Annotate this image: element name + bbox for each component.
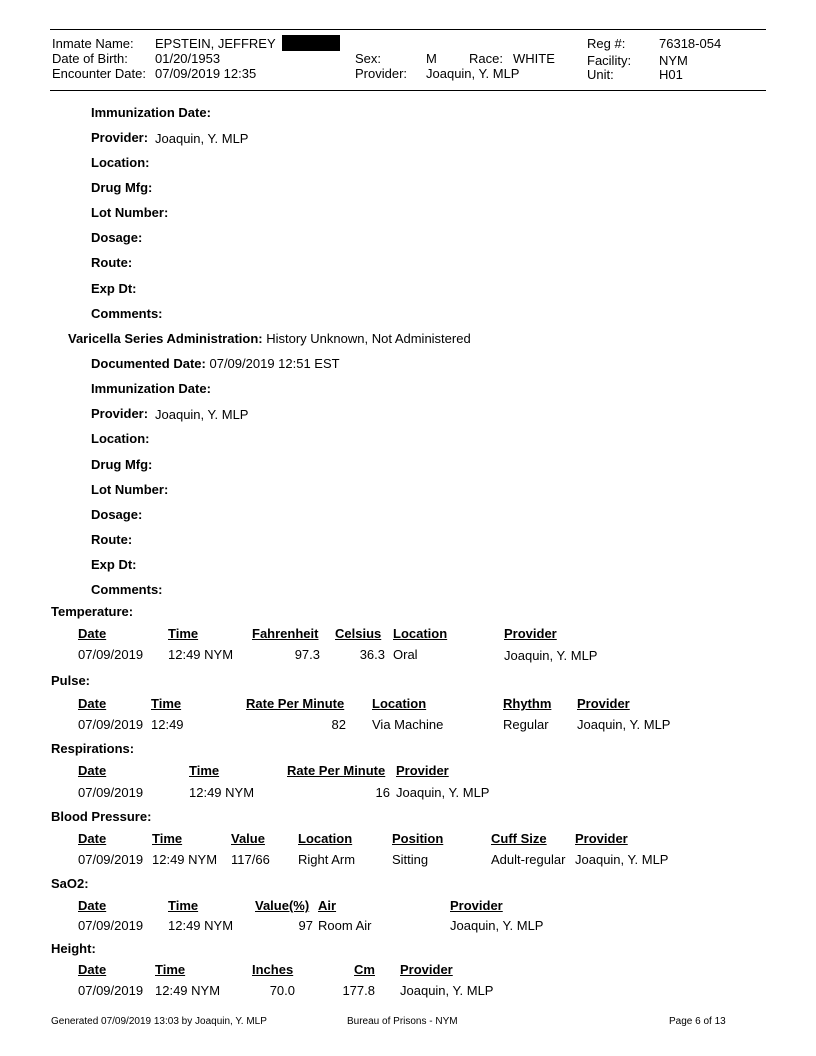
bp-header-date: Date [78,831,107,846]
sex-value: M [426,51,437,66]
varicella-title-value: History Unknown, Not Administered [266,331,471,346]
drug-mfg-label: Drug Mfg: [91,180,153,195]
varicella-series-line [68,331,471,346]
documented-date-line [91,356,340,371]
facility-value: NYM [659,53,688,68]
temp-header-fahrenheit: Fahrenheit [252,626,319,641]
bp-header-position: Position [392,831,444,846]
provider-value: Joaquin, Y. MLP [426,66,520,81]
resp-time: 12:49 NYM [189,785,255,800]
temp-provider: Joaquin, Y. MLP [504,648,598,663]
height-provider: Joaquin, Y. MLP [400,983,494,998]
temperature-title: Temperature: [51,604,134,619]
provider-field-value: Joaquin, Y. MLP [155,131,249,146]
unit-label: Unit: [587,67,614,82]
pulse-rhythm: Regular [503,717,549,732]
respirations-title: Respirations: [51,741,135,756]
inmate-name-label: Inmate Name: [52,36,134,51]
varicella-immunization-date-label: Immunization Date: [91,381,211,396]
pulse-header-date: Date [78,696,107,711]
temp-time: 12:49 NYM [168,647,234,662]
bp-cuff-size: Adult-regular [491,852,566,867]
bp-value: 117/66 [231,852,270,867]
bp-header-provider: Provider [575,831,628,846]
unit-value: H01 [659,67,683,82]
resp-header-date: Date [78,763,107,778]
reg-label: Reg #: [587,36,626,51]
sao2-header-date: Date [78,898,107,913]
dosage-label: Dosage: [91,230,143,245]
temp-header-date: Date [78,626,107,641]
sao2-header-provider: Provider [450,898,503,913]
bp-location: Right Arm [298,852,356,867]
comments-label: Comments: [91,306,163,321]
route-label: Route: [91,255,133,270]
pulse-title: Pulse: [51,673,91,688]
sao2-date: 07/09/2019 [78,918,144,933]
bp-header-time: Time [152,831,183,846]
temp-header-location: Location [393,626,448,641]
height-time: 12:49 NYM [155,983,221,998]
varicella-comments-label: Comments: [91,582,163,597]
sao2-title: SaO2: [51,876,89,891]
varicella-provider-label: Provider: [91,406,149,421]
sao2-header-air: Air [318,898,337,913]
varicella-location-label: Location: [91,431,150,446]
sao2-time: 12:49 NYM [168,918,234,933]
bp-provider: Joaquin, Y. MLP [575,852,669,867]
height-cm: 177.8 [342,983,375,998]
pulse-header-rhythm: Rhythm [503,696,552,711]
varicella-drug-mfg-label: Drug Mfg: [91,457,153,472]
height-header-cm: Cm [354,962,375,977]
provider-label: Provider: [355,66,408,81]
pulse-location: Via Machine [372,717,444,732]
sao2-header-value: Value(%) [255,898,310,913]
resp-header-rate: Rate Per Minute [287,763,386,778]
varicella-title-label: Varicella Series Administration: [68,331,263,346]
race-value: WHITE [513,51,555,66]
sao2-value: 97 [298,918,313,933]
header-bottom-rule [50,90,766,91]
footer-page: Page 6 of 13 [669,1016,726,1027]
sao2-provider: Joaquin, Y. MLP [450,918,544,933]
location-field-label: Location: [91,155,150,170]
height-title: Height: [51,941,96,956]
temp-location: Oral [393,647,418,662]
footer-generated: Generated 07/09/2019 13:03 by Joaquin, Y. MLP [51,1016,267,1027]
pulse-provider: Joaquin, Y. MLP [577,717,671,732]
resp-header-provider: Provider [396,763,449,778]
sex-label: Sex: [355,51,382,66]
height-header-date: Date [78,962,107,977]
varicella-exp-dt-label: Exp Dt: [91,557,137,572]
sao2-air: Room Air [318,918,372,933]
bp-time: 12:49 NYM [152,852,218,867]
resp-rate: 16 [375,785,390,800]
height-header-time: Time [155,962,186,977]
varicella-dosage-label: Dosage: [91,507,143,522]
encounter-label: Encounter Date: [52,66,146,81]
pulse-date: 07/09/2019 [78,717,144,732]
reg-value: 76318-054 [659,36,722,51]
lot-number-label: Lot Number: [91,205,169,220]
pulse-header-time: Time [151,696,182,711]
height-date: 07/09/2019 [78,983,144,998]
temp-header-time: Time [168,626,199,641]
temp-header-celsius: Celsius [335,626,382,641]
documented-date-label: Documented Date: [91,356,206,371]
dob-label: Date of Birth: [52,51,128,66]
dob-value: 01/20/1953 [155,51,221,66]
varicella-lot-number-label: Lot Number: [91,482,169,497]
bp-header-value: Value [231,831,265,846]
temp-header-provider: Provider [504,626,557,641]
sao2-header-time: Time [168,898,199,913]
bp-position: Sitting [392,852,429,867]
resp-provider: Joaquin, Y. MLP [396,785,490,800]
varicella-provider-value: Joaquin, Y. MLP [155,407,249,422]
header-top-rule [50,29,766,30]
redaction-block [282,35,340,51]
race-label: Race: [469,51,503,66]
height-header-inches: Inches [252,962,294,977]
temp-celsius: 36.3 [359,647,385,662]
pulse-rate: 82 [331,717,346,732]
varicella-route-label: Route: [91,532,133,547]
height-header-provider: Provider [400,962,453,977]
blood-pressure-title: Blood Pressure: [51,809,152,824]
pulse-header-rate: Rate Per Minute [246,696,345,711]
exp-dt-label: Exp Dt: [91,281,137,296]
immunization-date-label: Immunization Date: [91,105,211,120]
bp-date: 07/09/2019 [78,852,144,867]
facility-label: Facility: [587,53,632,68]
documented-date-value: 07/09/2019 12:51 EST [209,356,340,371]
pulse-time: 12:49 [151,717,184,732]
bp-header-cuff-size: Cuff Size [491,831,547,846]
resp-date: 07/09/2019 [78,785,144,800]
pulse-header-location: Location [372,696,427,711]
temp-date: 07/09/2019 [78,647,144,662]
resp-header-time: Time [189,763,220,778]
height-inches: 70.0 [269,983,295,998]
provider-field-label: Provider: [91,130,149,145]
pulse-header-provider: Provider [577,696,630,711]
bp-header-location: Location [298,831,353,846]
inmate-name-value: EPSTEIN, JEFFREY [155,36,276,51]
temp-fahrenheit: 97.3 [294,647,320,662]
encounter-value: 07/09/2019 12:35 [155,66,257,81]
footer-org: Bureau of Prisons - NYM [347,1016,458,1027]
